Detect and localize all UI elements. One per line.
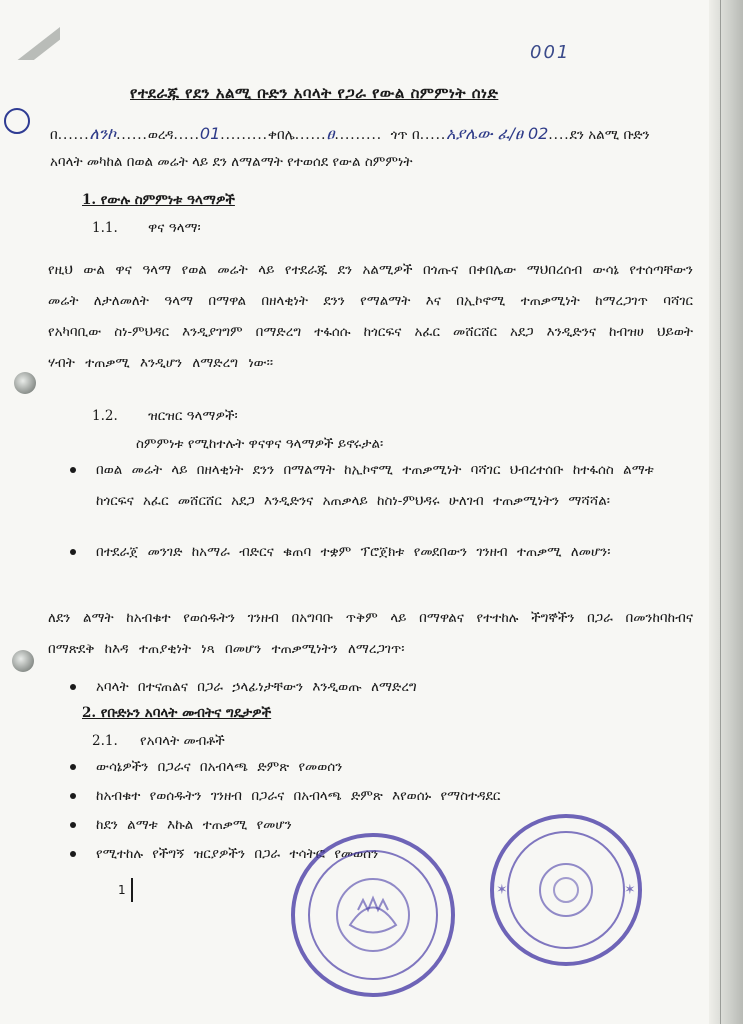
subsection-1-1-number: 1.1. bbox=[92, 220, 118, 236]
section-2-heading: 2. የቡድኑን አባላት መብትና ግዴታዎች bbox=[82, 705, 272, 721]
subsection-2-1-heading: የአባላት መብቶች bbox=[140, 733, 225, 749]
list-item: አባላት በተናጠልና በጋራ ኃላፊነታቸውን እንዲወጡ ለማድረግ bbox=[70, 672, 690, 703]
list-item: በተደራጀ መንገድ ከአማራ ብድርና ቁጠባ ተቋም ፕሮጀክቱ የመደበውን ገንዘብ ተጠቃሚ ለመሆን፡ bbox=[70, 537, 690, 568]
fill-line-continuation: አባላት መካከል በወል መሬት ላይ ደን ለማልማት የተወሰደ የውል ስምምነት bbox=[50, 154, 413, 170]
list-item: ውሳኔዎችን በጋራና በአብላጫ ድምጽ የመወሰን bbox=[70, 752, 690, 783]
fill-value-kebele-no: ፀ bbox=[326, 124, 335, 143]
punch-hole-mark bbox=[12, 650, 34, 672]
bullet-dot bbox=[70, 684, 76, 690]
subsection-2-1-number: 2.1. bbox=[92, 733, 118, 749]
list-item: የሚተከሉ የችግኝ ዝርያዎችን በጋራ ተሳትፎ የመወሰን bbox=[70, 839, 690, 870]
bullet-dot bbox=[70, 467, 76, 473]
bullet-dot bbox=[70, 764, 76, 770]
fill-prefix-2: ወረዳ bbox=[147, 127, 174, 143]
page-number: 1 bbox=[118, 883, 126, 897]
page-edge-line bbox=[720, 0, 721, 1024]
subsection-1-2-number: 1.2. bbox=[92, 408, 118, 424]
loan-paragraph: ለደን ልማት ከአብቁተ የወሰዱትን ገንዘብ በአግባቡ ጥቅም ላይ በማዋልና የተተከሉ ችግኞችን በጋራ በመንከባከብና በማጽደቅ ከእዳ ተጠያቂነት ነጻ በመሆን ተጠቃሚነትን ለማረጋገጥ፡ bbox=[48, 610, 693, 657]
section-1-heading: 1. የውሉ ስምምነቱ ዓላማዎች bbox=[82, 192, 235, 208]
bullet-dot bbox=[70, 851, 76, 857]
punch-hole-mark bbox=[14, 372, 36, 394]
list-item: ከደን ልማቱ እኩል ተጠቃሚ የመሆን bbox=[70, 810, 690, 841]
main-objective-paragraph: የዚህ ውል ዋና ዓላማ የወል መሬት ላይ የተደራጁ ደን አልሚዎች በጎጡና በቀበሌው ማህበረሰብ ውሳኔ የተሰጣቸውን መሬት ለታለመለት ዓላማ በማዋል በዘላቂነት ደንን የማልማት እና በኢኮኖሚ ተጠቃሚነት ከማረጋገጥ ባሻገር የአካባቢው ስነ-ምህዳር እንዲያገግም በማድረግ ተፋሰሱ ከጎርፍና አፈር መሸርሸር አደጋ እንዲድንና ከብዝሀ ህይወት ሃብት ተጠቃሚ እንዲሆን ለማድረግ ነው፡፡ bbox=[48, 262, 693, 371]
fill-prefix-4: ጎጥ በ bbox=[390, 127, 420, 143]
fill-value-kebele: ለንኮ bbox=[89, 124, 117, 143]
subsection-1-2-heading: ዝርዝር ዓላማዎች፡ bbox=[148, 408, 238, 424]
bullet-dot bbox=[70, 793, 76, 799]
page-edge-shadow bbox=[709, 0, 743, 1024]
page-reference-handwritten: 001 bbox=[530, 42, 571, 63]
list-item: ከአብቁተ የወሰዱትን ገንዘብ በጋራና በአብላጫ ድምጽ እየወሰኑ የማስተዳደር bbox=[70, 781, 690, 812]
list-item: በወል መሬት ላይ በዘላቂነት ደንን በማልማት ከኢኮኖሚ ተጠቃሚነት ባሻገር ህብረተሰቡ ከተፋሰስ ልማቱ ከጎርፍና አፈር መሸርሸር አደጋ እንዲድንና አጠቃላይ ከስነ-ምህዳሩ ሁለገብ ተጠቃሚነትን ማሻሻል፡ bbox=[70, 455, 690, 517]
subsection-1-2-intro: ስምምነቱ የሚከተሉት ዋናዋና ዓላማዎች ይኖሩታል፡ bbox=[136, 436, 384, 452]
svg-text:✶: ✶ bbox=[624, 882, 636, 898]
handwritten-circle-mark bbox=[4, 108, 30, 134]
official-stamp-left bbox=[288, 830, 458, 1000]
svg-text:✶: ✶ bbox=[496, 882, 508, 898]
corner-fold-mark bbox=[0, 0, 60, 60]
fill-value-woreda: 01 bbox=[199, 124, 221, 143]
fill-prefix-1: በ bbox=[50, 127, 58, 143]
subsection-1-1-heading: ዋና ዓላማ፡ bbox=[148, 220, 201, 236]
fill-value-got: አያሌው ፈ/ፀ 02 bbox=[446, 124, 549, 143]
bullet-dot bbox=[70, 549, 76, 555]
fill-suffix: ደን አልሚ ቡድን bbox=[569, 127, 650, 143]
page-number-bar bbox=[131, 878, 133, 902]
document-title: የተደራጁ የደን አልሚ ቡድን አባላት የጋራ የውል ስምምነት ሰነድ bbox=[130, 84, 499, 102]
fill-prefix-3: ቀበሌ bbox=[267, 127, 295, 143]
official-stamp-right bbox=[486, 810, 646, 970]
bullet-dot bbox=[70, 822, 76, 828]
fill-in-line: በ......ለንኮ......ወረዳ.....01.........ቀበሌ......ፀ......... ጎጥ በ.....አያሌው ፈ/ፀ 02....ደን አልሚ ቡድን bbox=[50, 124, 650, 143]
